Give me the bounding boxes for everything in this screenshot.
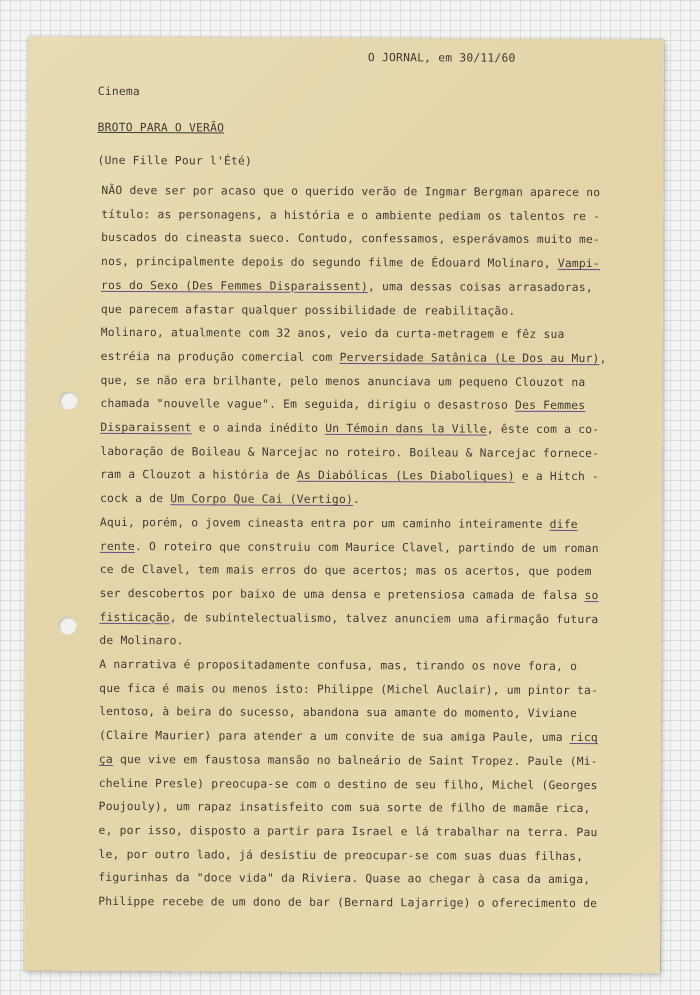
text-line	[98, 871, 590, 886]
page-header: O JORNAL, em 30/11/60	[367, 51, 516, 65]
text-line	[101, 255, 600, 270]
text-line	[101, 374, 586, 389]
article-title: BROTO PARA O VERÃO	[97, 120, 225, 135]
text-run: estréia na produção comercial com	[100, 349, 340, 364]
underlined-title: ricq	[569, 731, 598, 745]
text-line	[100, 563, 592, 578]
text-run: e o ainda inédito	[191, 421, 326, 435]
text-line	[99, 824, 598, 839]
underlined-title: rente	[99, 539, 135, 553]
text-run: lentoso, à beira do sucesso, abandona sua amante do momento, Viviane	[99, 705, 577, 721]
text-line	[100, 421, 599, 436]
text-run: NÃO deve ser por acaso que o querido verão de Ingmar Bergman aparece no	[101, 183, 601, 200]
text-run: que, se não era brilhante, pelo menos anunciava um pequeno Clouzot na	[100, 373, 586, 389]
text-line	[99, 658, 577, 673]
text-line	[100, 445, 599, 460]
text-line	[99, 800, 591, 815]
underlined-title: so	[584, 588, 599, 603]
text-line	[99, 776, 598, 791]
underlined-title: ros do Sexo (Des Femmes Disparaissent)	[100, 278, 369, 293]
article-subtitle: (Une Fille Pour l'Été)	[97, 153, 253, 168]
binder-hole	[58, 617, 76, 635]
text-line	[101, 279, 593, 294]
text-line	[101, 231, 600, 246]
typewritten-page	[24, 37, 664, 974]
text-line	[100, 587, 599, 602]
text-line	[99, 729, 598, 744]
text-line	[98, 895, 597, 910]
underlined-title: ça	[98, 752, 113, 766]
text-run: de Molinaro.	[99, 634, 184, 648]
text-run: ram a Clouzot a história de	[100, 468, 297, 483]
text-run: Philippe recebe de um dono de bar (Bernard Lajarrige) o oferecimento de	[98, 894, 598, 911]
text-run: . O roteiro que construiu com Maurice Clavel, partindo de um roman	[134, 539, 599, 555]
underlined-title: Disparaissent	[100, 420, 192, 435]
underlined-title: fisticação	[99, 610, 170, 624]
text-run: , êste com a co-	[486, 422, 600, 437]
text-line	[99, 611, 598, 626]
text-line	[99, 753, 598, 768]
underlined-title: Un Témoin dans la Ville	[325, 421, 487, 436]
text-line	[98, 848, 583, 863]
text-line	[101, 302, 516, 317]
text-run: chamada "nouvelle vague". Em seguida, dirigiu o desastroso	[100, 397, 516, 413]
text-run: ce de Clavel, tem mais erros do que acertos; mas os acertos, que podem	[99, 563, 592, 579]
text-line	[100, 492, 360, 506]
text-run: nos, principalmente depois do segundo filme de Édouard Molinaro,	[101, 255, 558, 271]
text-run: (Claire Maurier) para atender a um convite de sua amiga Paule, uma	[98, 729, 570, 745]
text-line	[101, 184, 600, 199]
section-label: Cinema	[97, 84, 141, 99]
text-line	[100, 516, 578, 531]
text-run: e, por isso, disposto a partir para Israel e lá trabalhar na terra. Pau	[98, 823, 598, 839]
text-run: cheline Presle) preocupa-se com o destino de seu filho, Michel (Georges	[98, 776, 598, 792]
text-run: ser descobertos por baixo de uma densa e pretensiosa camada de falsa	[99, 586, 585, 602]
text-run: le, por outro lado, já desistiu de preocupar-se com suas duas filhas,	[98, 847, 584, 863]
text-run: figurinhas da "doce vida" da Riviera. Quase ao chegar à casa da amiga,	[98, 871, 591, 887]
text-line	[100, 539, 599, 554]
text-line	[100, 397, 585, 412]
text-run: que fica é mais ou menos isto: Philippe (Michel Auclair), um pintor ta-	[99, 681, 599, 697]
underlined-title: Perversidade Satânica (Le Dos au Mur)	[339, 350, 600, 366]
underlined-title: dife	[549, 517, 578, 531]
text-run: título: as personagens, a história e o ambiente pediam os talentos re -	[101, 207, 601, 223]
text-line	[101, 350, 607, 365]
underlined-title: Des Femmes	[515, 399, 586, 413]
text-run: ,	[599, 352, 607, 366]
text-run: Molinaro, atualmente com 32 anos, veio da curta-metragem e fêz sua	[100, 326, 565, 342]
text-run: que parecem afastar qualquer possibilidade de reabilitação.	[100, 302, 516, 318]
text-run: laboração de Boileau & Narcejac no roteiro. Boileau & Narcejac fornece-	[100, 444, 600, 460]
text-run: , de subintelectualismo, talvez anunciem uma afirmação futura	[169, 610, 599, 626]
binder-hole	[59, 392, 77, 410]
text-run: Aqui, porém, o jovem cineasta entra por um caminho inteiramente	[99, 515, 550, 531]
underlined-title: As Diabólicas (Les Diaboliques)	[296, 469, 515, 484]
underlined-title: Vampi-	[557, 257, 601, 271]
text-run: A narrativa é propositadamente confusa, mas, tirando os nove fora, o	[99, 657, 578, 674]
text-run: e a Hitch -	[514, 470, 600, 484]
text-run: , uma dessas coisas arrasadoras,	[367, 279, 593, 294]
text-run: buscados do cineasta sueco. Contudo, confessamos, esperávamos muito me-	[101, 231, 601, 247]
text-line	[99, 634, 183, 647]
underlined-title: Um Corpo Que Cai (Vertigo)	[170, 492, 354, 507]
text-line	[99, 682, 598, 697]
text-run: que vive em faustosa mansão no balneário de Saint Tropez. Paule (Mi-	[112, 752, 598, 768]
text-line	[101, 326, 565, 341]
text-line	[100, 468, 599, 483]
text-run: cock a de	[99, 492, 171, 506]
text-run: Poujouly), um rapaz insatisfeito com sua sorte de filho de mamãe rica,	[98, 800, 591, 816]
text-run: .	[352, 493, 361, 507]
text-line	[101, 208, 600, 223]
text-line	[99, 705, 577, 720]
